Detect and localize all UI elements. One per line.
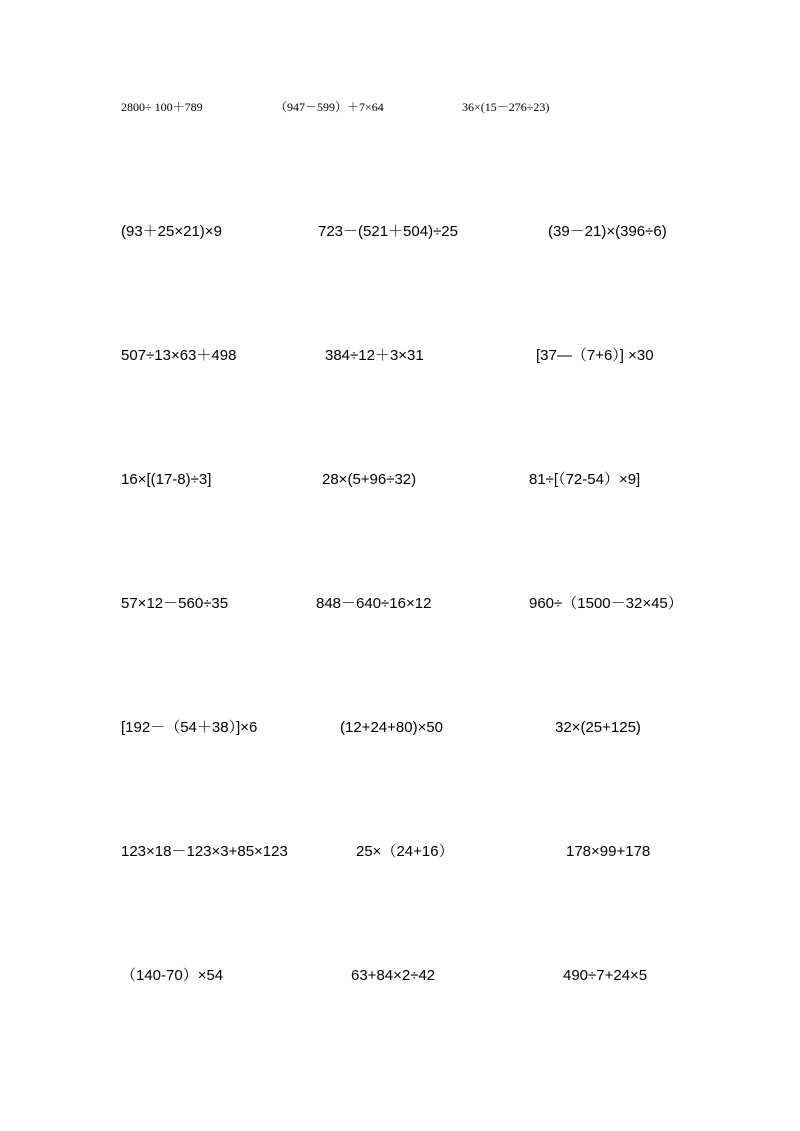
problem-r5-c1: 57×12－560÷35 [121,595,229,612]
problem-r7-c2: 25×（24+16） [356,843,454,860]
problem-r8-c3: 490÷7+24×5 [563,967,648,984]
problem-r6-c2: (12+24+80)×50 [340,719,444,736]
problem-r2-c2: 723－(521＋504)÷25 [318,223,458,240]
problem-r5-c3: 960÷（1500－32×45） [529,595,683,612]
problem-r4-c3: 81÷[（72-54）×9] [529,471,641,488]
problem-r8-c2: 63+84×2÷42 [351,967,436,984]
problem-r4-c2: 28×(5+96÷32) [322,471,417,488]
problem-r6-c3: 32×(25+125) [555,719,641,736]
problem-r5-c2: 848－640÷16×12 [316,595,432,612]
problem-r6-c1: [192－（54＋38）]×6 [121,719,258,736]
problem-r8-c1: （140-70）×54 [121,967,224,984]
problem-r3-c1: 507÷13×63＋498 [121,347,237,364]
problem-r2-c3: (39－21)×(396÷6) [548,223,667,240]
problem-r7-c3: 178×99+178 [566,843,651,860]
problem-r1-c3: 36×(15－276÷23) [462,100,550,114]
problem-r3-c2: 384÷12＋3×31 [325,347,424,364]
problem-r1-c2: （947－599）＋7×64 [275,100,384,114]
problem-r1-c1: 2800÷ 100＋789 [121,100,203,114]
problem-r2-c1: (93＋25×21)×9 [121,223,222,240]
problem-r3-c3: [37—（7+6）] ×30 [536,347,654,364]
problem-r4-c1: 16×[(17-8)÷3] [121,471,212,488]
problem-r7-c1: 123×18－123×3+85×123 [121,843,288,860]
